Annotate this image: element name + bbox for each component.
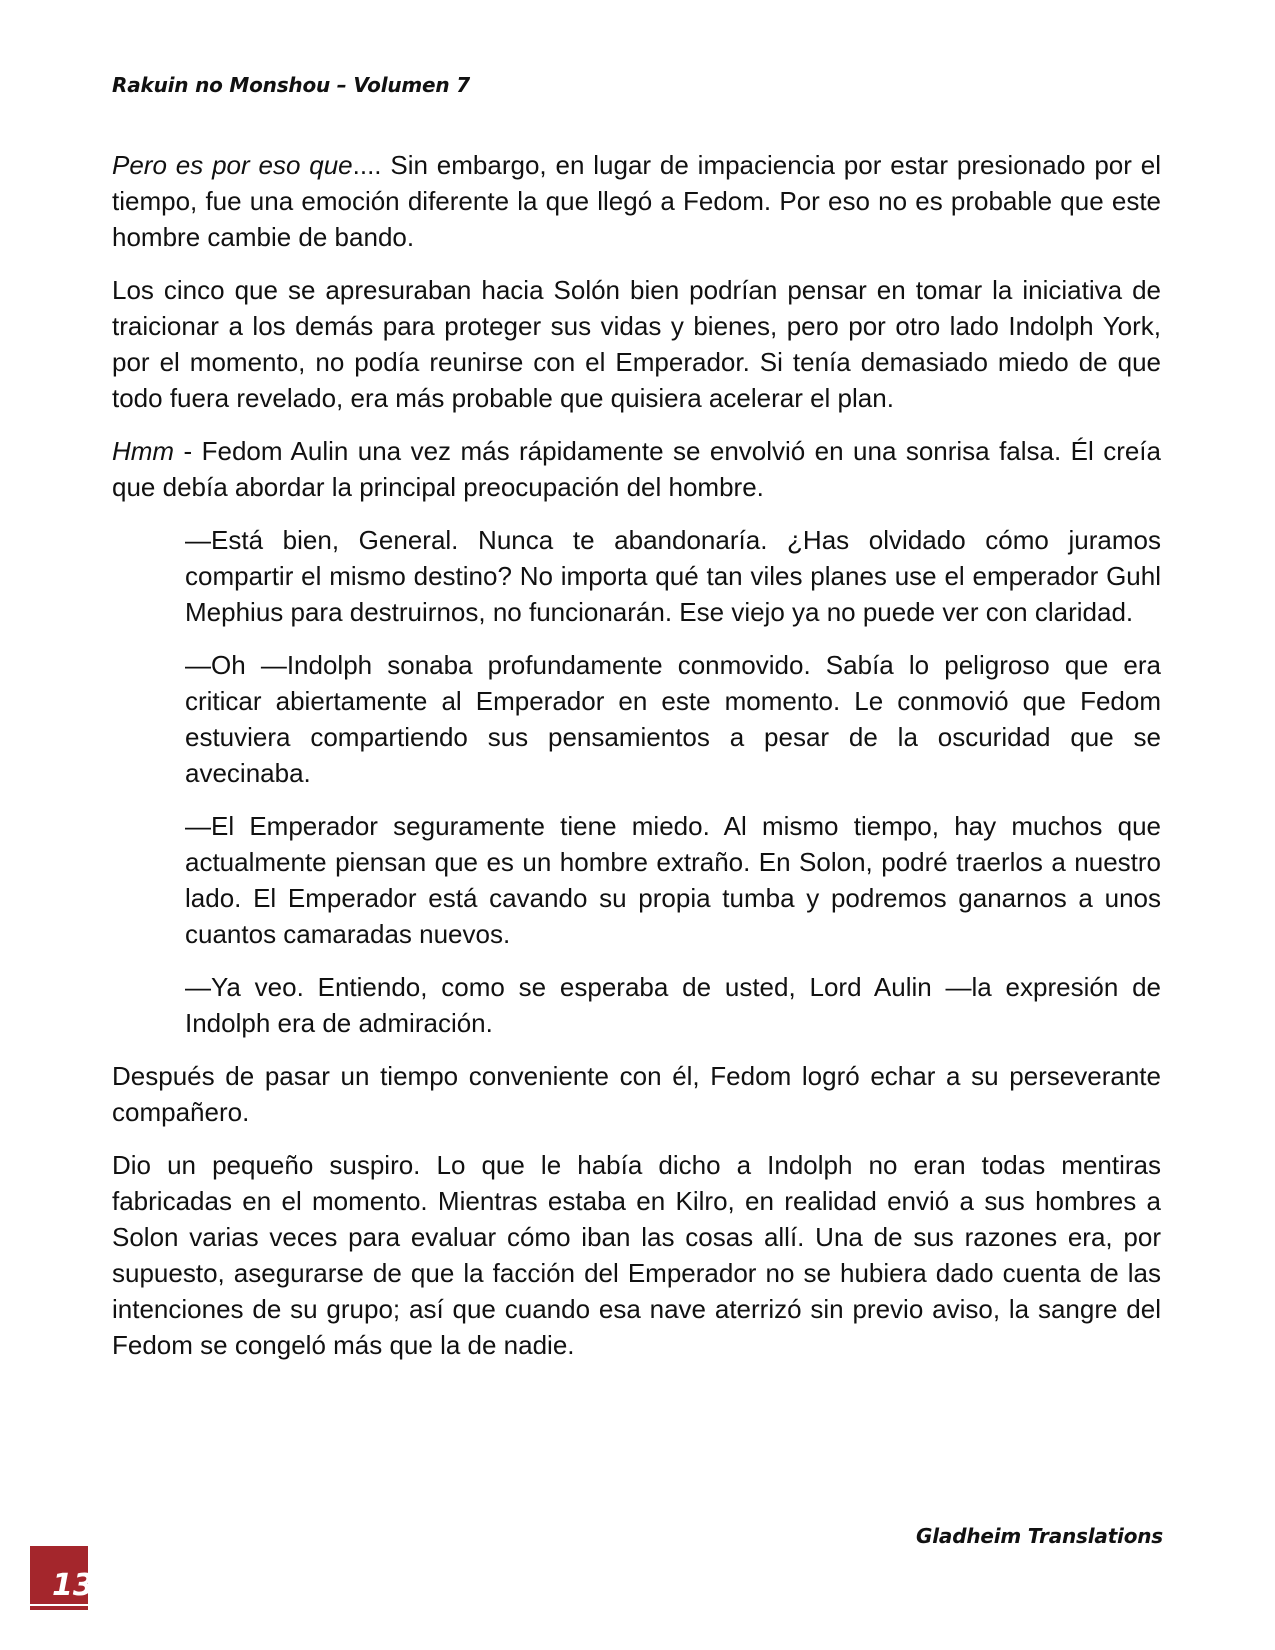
paragraph-text: Después de pasar un tiempo conveniente con él, Fedom logró echar a su perseverante compañero. xyxy=(112,1061,1161,1127)
paragraph-text: —Oh —Indolph sonaba profundamente conmovido. Sabía lo peligroso que era criticar abiertamente al Emperador en este momento. Le conmovió que Fedom estuviera compartiendo sus pensamientos a pesar de la oscuridad que se avecinaba. xyxy=(185,650,1161,788)
paragraph-text: —Está bien, General. Nunca te abandonaría. ¿Has olvidado cómo juramos compartir el mismo destino? No importa qué tan viles planes use el emperador Guhl Mephius para destruirnos, no funcionarán. Ese viejo ya no puede ver con claridad. xyxy=(185,525,1161,627)
paragraph xyxy=(112,1058,1161,1130)
body-text xyxy=(112,147,1161,1380)
paragraph-text: —Ya veo. Entiendo, como se esperaba de usted, Lord Aulin —la expresión de Indolph era de admiración. xyxy=(185,972,1161,1038)
paragraph-text: .... Sin embargo, en lugar de impaciencia por estar presionado por el tiempo, fue una emoción diferente la que llegó a Fedom. Por eso no es probable que este hombre cambie de bando. xyxy=(112,150,1162,252)
paragraph-lead-italic: Pero es por eso que xyxy=(112,150,353,180)
paragraph xyxy=(112,433,1161,505)
page-number: 13 xyxy=(52,1568,94,1603)
footer-credit: Gladheim Translations xyxy=(916,1524,1163,1548)
dialogue-paragraph xyxy=(185,647,1161,791)
dialogue-paragraph xyxy=(185,522,1161,630)
paragraph-text: - Fedom Aulin una vez más rápidamente se envolvió en una sonrisa falsa. Él creía que debía abordar la principal preocupación del hombre. xyxy=(112,436,1161,502)
paragraph xyxy=(112,1147,1161,1363)
paragraph xyxy=(112,272,1161,416)
page-number-underline xyxy=(30,1604,88,1606)
running-header-title: Rakuin no Monshou – Volumen 7 xyxy=(112,73,470,97)
paragraph-text: —El Emperador seguramente tiene miedo. Al mismo tiempo, hay muchos que actualmente piensan que es un hombre extraño. En Solon, podré traerlos a nuestro lado. El Emperador está cavando su propia tumba y podremos ganarnos a unos cuantos camaradas nuevos. xyxy=(185,811,1161,949)
paragraph xyxy=(112,147,1161,255)
paragraph-lead-italic: Hmm xyxy=(112,436,175,466)
dialogue-paragraph xyxy=(185,808,1161,952)
paragraph-text: Dio un pequeño suspiro. Lo que le había dicho a Indolph no eran todas mentiras fabricadas en el momento. Mientras estaba en Kilro, en realidad envió a sus hombres a Solon varias veces para evaluar cómo iban las cosas allí. Una de sus razones era, por supuesto, asegurarse de que la facción del Emperador no se hubiera dado cuenta de las intenciones de su grupo; así que cuando esa nave aterrizó sin previo aviso, la sangre del Fedom se congeló más que la de nadie. xyxy=(112,1150,1161,1360)
dialogue-paragraph xyxy=(185,969,1161,1041)
paragraph-text: Los cinco que se apresuraban hacia Solón bien podrían pensar en tomar la iniciativa de traicionar a los demás para proteger sus vidas y bienes, pero por otro lado Indolph York, por el momento, no podía reunirse con el Emperador. Si tenía demasiado miedo de que todo fuera revelado, era más probable que quisiera acelerar el plan. xyxy=(112,275,1161,413)
